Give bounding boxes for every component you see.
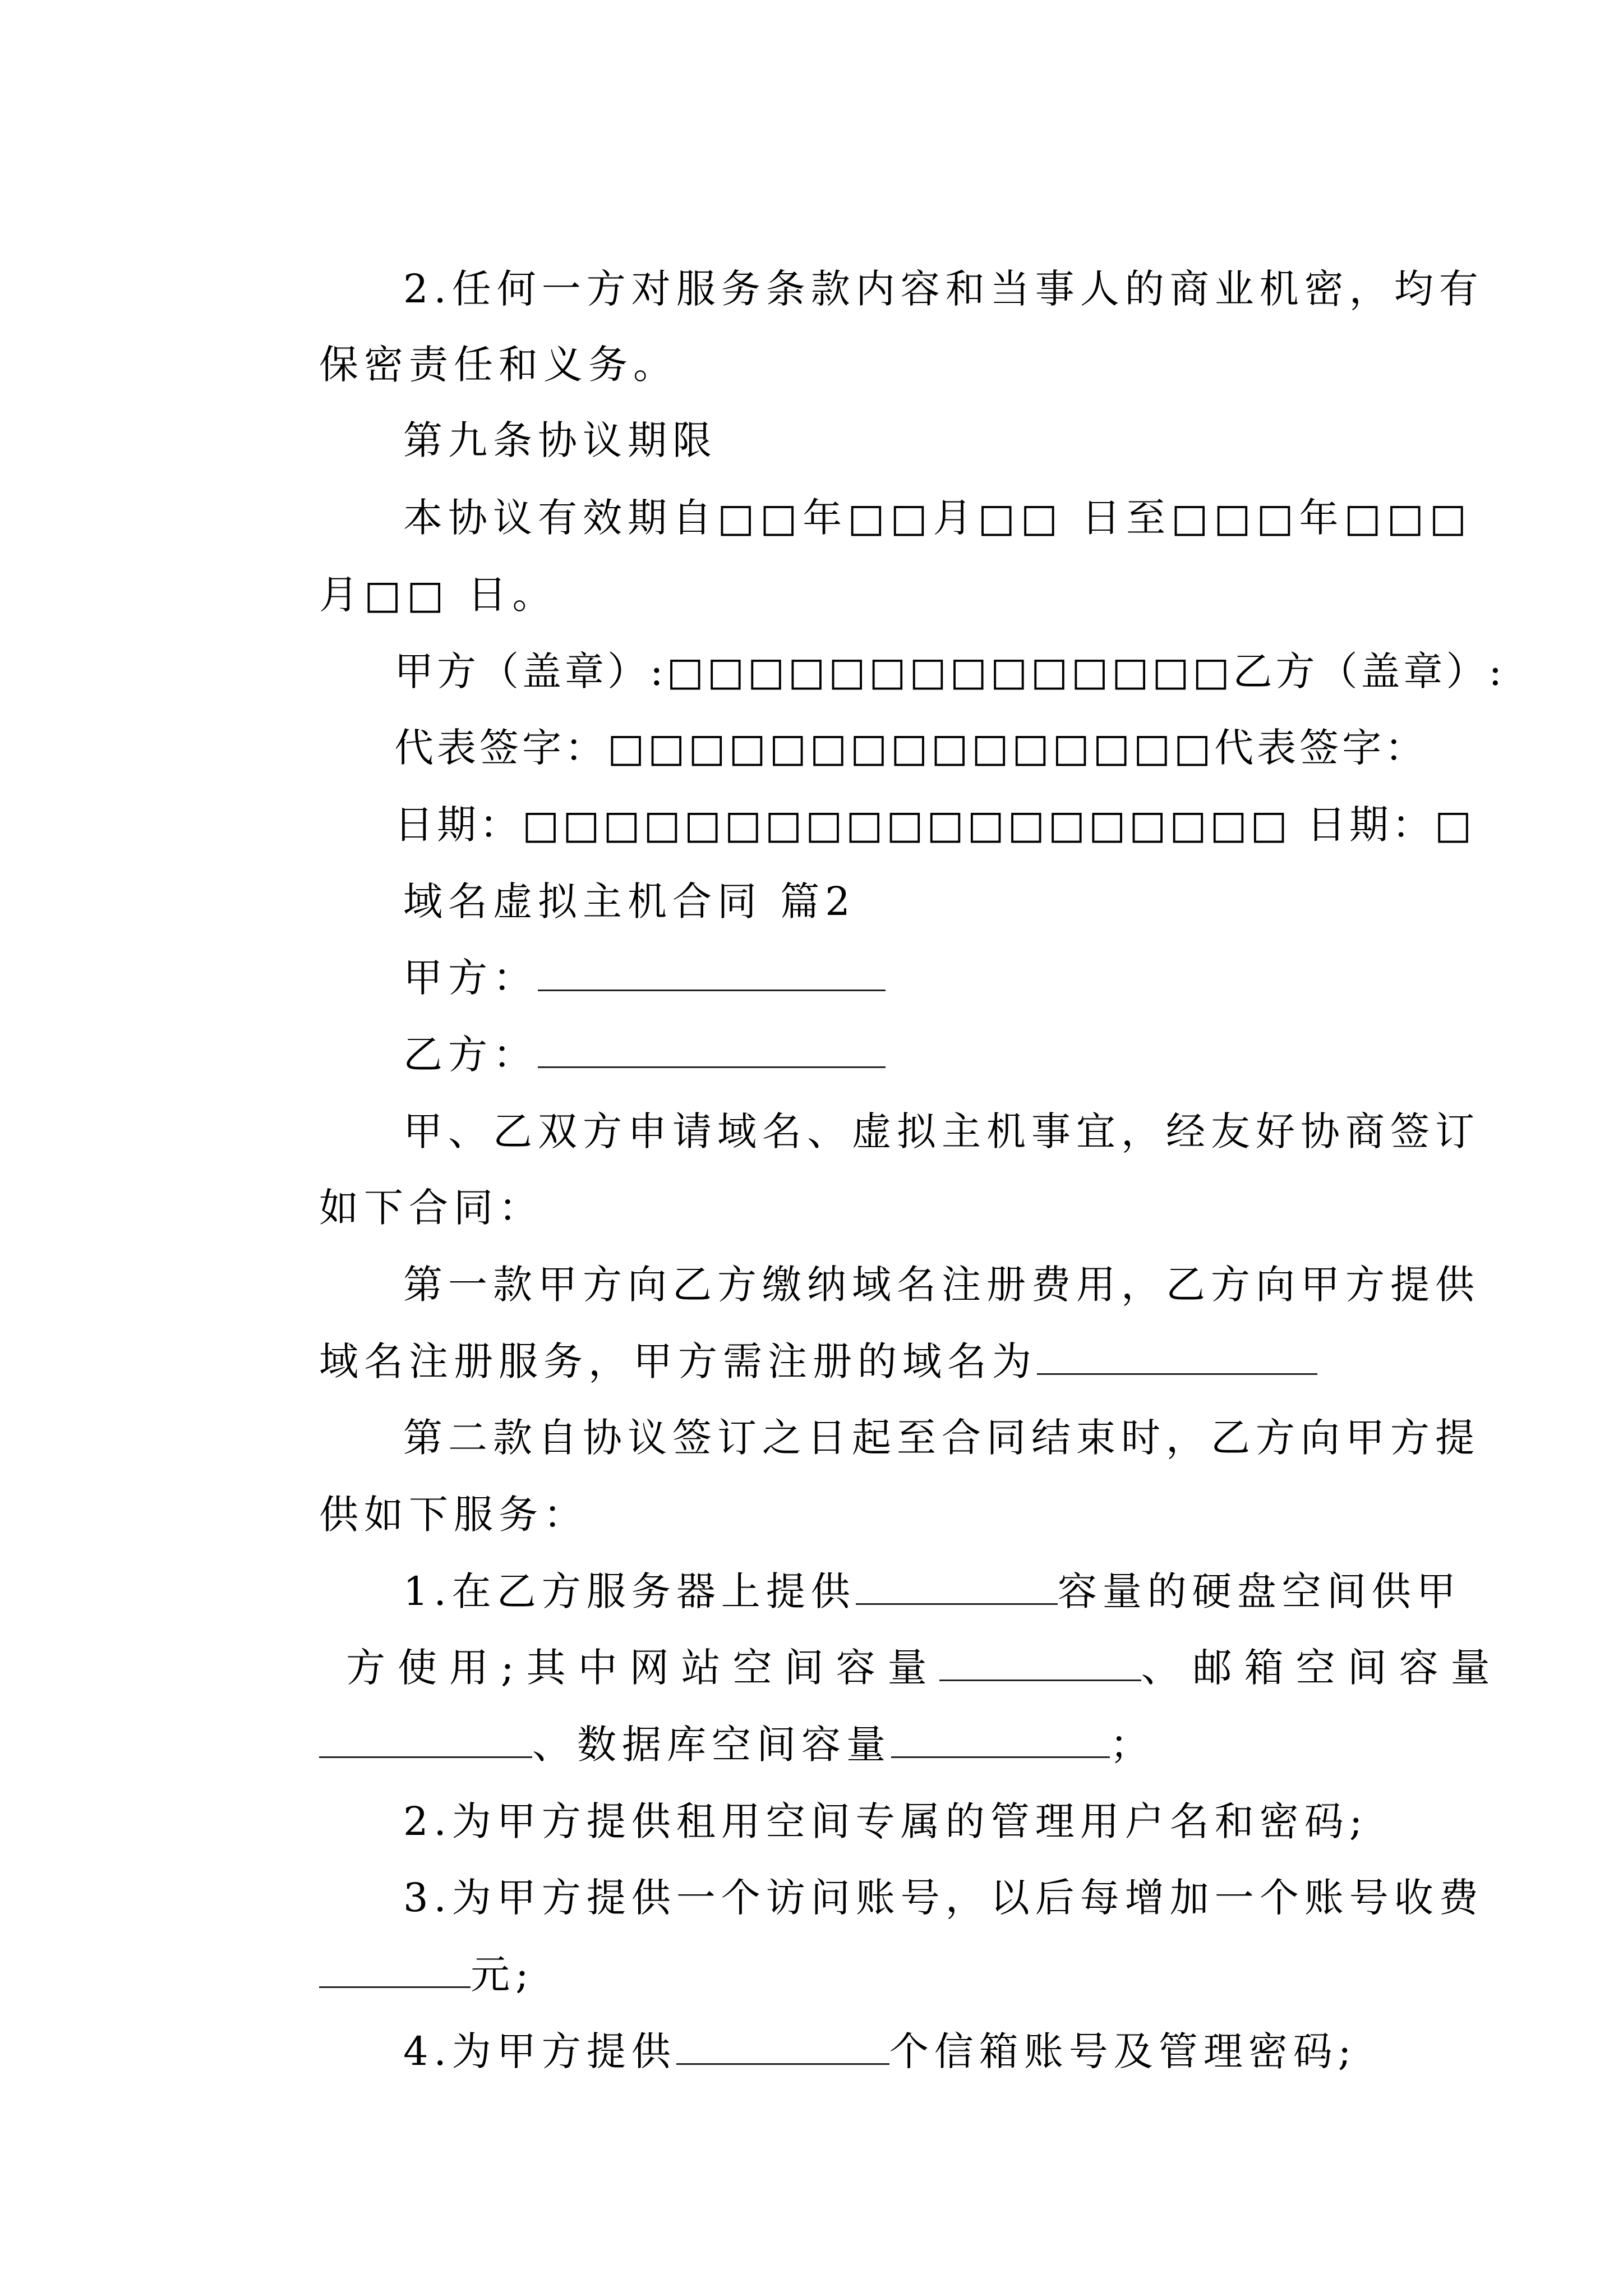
line-text: 甲方：: [403, 955, 538, 1001]
line-text: 3.为甲方提供一个访问账号，以后每增加一个账号收费: [403, 1875, 1484, 1921]
line-text: 域名注册服务，甲方需注册的域名为: [319, 1338, 1038, 1384]
line-text: 个信箱账号及管理密码;: [889, 2028, 1357, 2074]
line-text: 第九条协议期限: [403, 417, 718, 463]
line-text: 本协议有效期自□□年□□月□□ 日至□□□年□□□: [403, 495, 1472, 541]
signature-line-date: [331, 749, 1476, 848]
line-text: 甲、乙双方申请域名、虚拟主机事宜，经友好协商签订: [403, 1108, 1481, 1154]
blank-field: [676, 2028, 889, 2065]
line-text: 日期：□□□□□□□□□□□□□□□□□□□ 日期：□: [394, 802, 1476, 848]
line-text: 乙方：: [403, 1032, 538, 1078]
text-line: [247, 1286, 1317, 1384]
line-text: 如下合同：: [319, 1185, 544, 1231]
text-line: [331, 1746, 1368, 1844]
line-text: 、邮箱空间容量: [1141, 1645, 1502, 1691]
text-line: [247, 1592, 1502, 1691]
text-line: [247, 1132, 544, 1231]
line-text: 2.任何一方对服务条款内容和当事人的商业机密，均有: [403, 266, 1484, 312]
line-text: 代表签字：□□□□□□□□□□□□□□□代表签字：: [394, 725, 1428, 771]
text-line: [247, 1439, 589, 1538]
text-line: [331, 1362, 1481, 1461]
line-text: 甲方（盖章）:□□□□□□□□□□□□□□乙方（盖章）:: [394, 648, 1506, 694]
line-text: 容量的硬盘空间供甲: [1057, 1568, 1461, 1614]
text-line: [247, 1669, 1155, 1768]
line-text: 第二款自协议签订之日起至合同结束时，乙方向甲方提: [403, 1415, 1481, 1461]
text-line: [331, 1822, 1484, 1921]
text-line: [331, 1516, 1461, 1614]
line-text: 保密责任和义务。: [319, 342, 679, 388]
line-text: 4.为甲方提供: [403, 2028, 676, 2074]
text-line: [331, 1976, 1357, 2074]
section-heading: [331, 365, 718, 463]
line-text: 方使用;其中网站空间容量: [346, 1645, 939, 1691]
text-line: [247, 289, 679, 388]
line-text: 、数据库空间容量: [532, 1722, 892, 1768]
signature-line-representative: [331, 672, 1428, 771]
party-a-line: [331, 902, 886, 1001]
party-b-line: [331, 979, 886, 1078]
line-text: ；: [1110, 1722, 1155, 1768]
text-line: [247, 1899, 534, 1998]
text-line: [331, 442, 1472, 541]
line-text: 1.在乙方服务器上提供: [403, 1568, 856, 1614]
text-line: [247, 519, 557, 618]
text-line: [331, 1056, 1481, 1154]
line-text: 第一款甲方向乙方缴纳域名注册费用，乙方向甲方提供: [403, 1262, 1481, 1308]
signature-line-party-a: [331, 596, 1506, 694]
line-text: 2.为甲方提供租用空间专属的管理用户名和密码;: [403, 1798, 1368, 1844]
contract-title: [331, 826, 856, 924]
line-text: 域名虚拟主机合同 篇2: [403, 878, 856, 924]
text-line: [331, 1209, 1481, 1308]
line-text: 元;: [471, 1952, 534, 1998]
line-text: 供如下服务：: [319, 1492, 589, 1538]
text-line: [331, 213, 1484, 312]
line-text: 月□□ 日。: [319, 572, 557, 618]
